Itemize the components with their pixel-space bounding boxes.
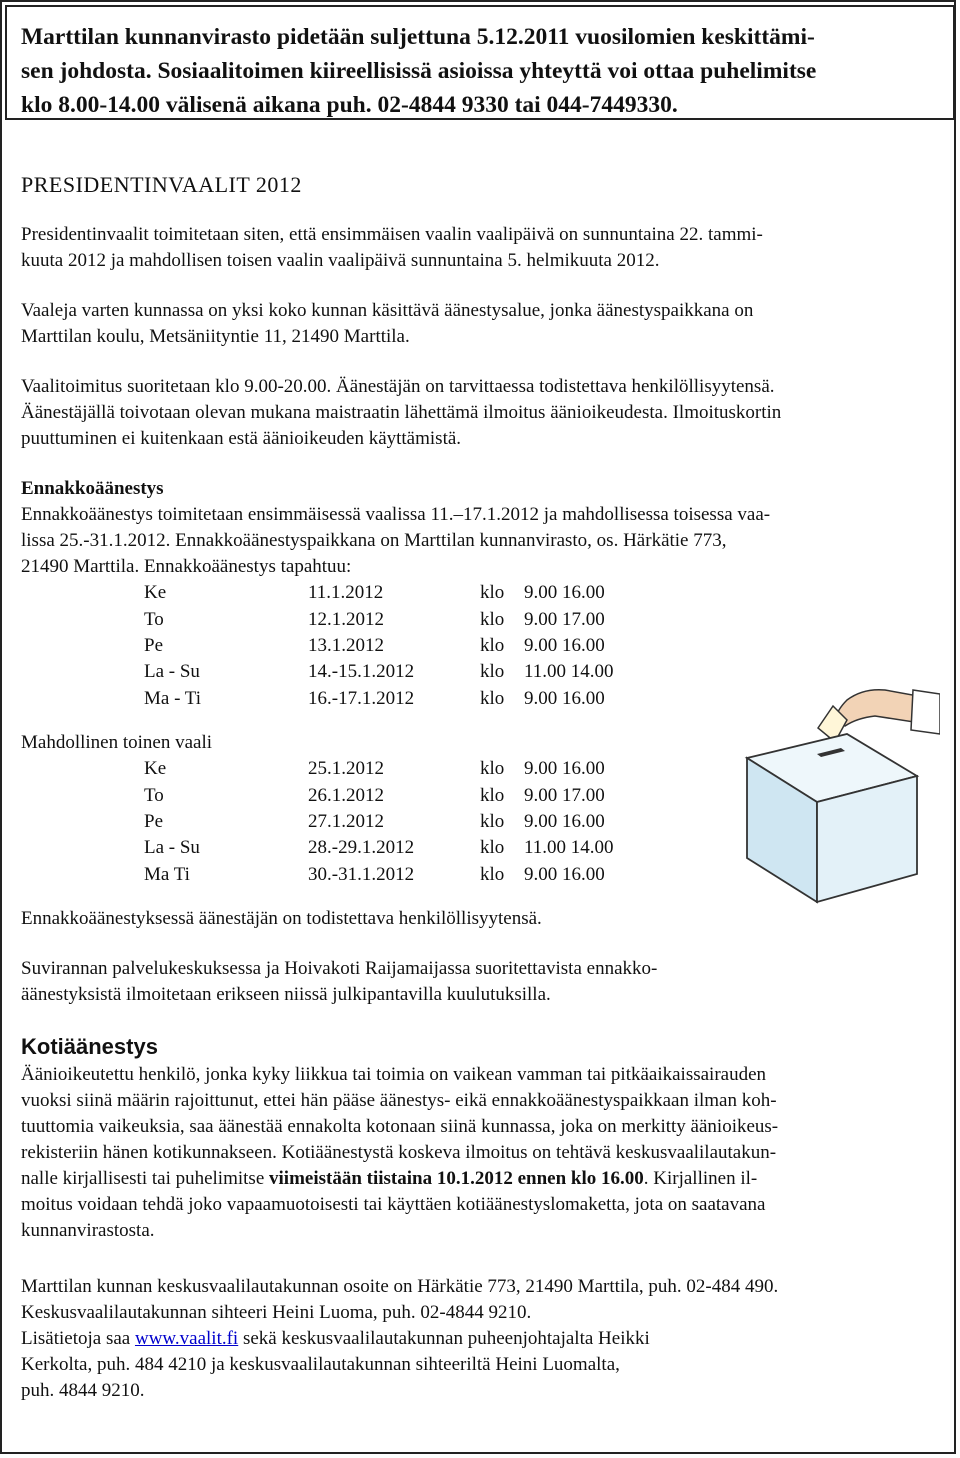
schedule-time: 9.00 16.00 [524,687,605,709]
schedule-date: 30.-31.1.2012 [308,863,415,885]
schedule-day: To [144,608,164,630]
schedule-row [144,835,654,861]
schedule-date: 25.1.2012 [308,758,384,780]
text-line: Marttilan koulu, Metsäniityntie 11, 21490 Marttila. [21,326,410,347]
schedule-row [144,659,654,685]
second-election-heading: Mahdollinen toinen vaali [21,731,213,753]
schedule-klo: klo [480,661,505,683]
contact-section [21,1274,939,1404]
schedule-row [144,756,654,782]
schedule-date: 14.-15.1.2012 [308,661,415,683]
advance-voting-schedule-second [144,756,654,888]
schedule-time: 9.00 16.00 [524,634,605,656]
schedule-row [144,686,654,712]
text-fragment: sekä keskusvaalilautakunnan puheenjohtajalta Heikki [238,1327,650,1349]
schedule-day: Pe [144,634,163,656]
home-voting-section [21,1032,939,1244]
schedule-row [144,606,654,632]
text-line: 21490 Marttila. Ennakkoäänestys tapahtuu: [21,556,352,577]
schedule-klo: klo [480,634,505,656]
schedule-day: To [144,784,164,806]
closure-notice-box [5,5,955,120]
deadline-emphasis: viimeistään tiistaina 10.1.2012 ennen klo 16.00 [269,1167,644,1189]
home-voting-heading: Kotiäänestys [21,1033,158,1059]
text-line: Äänioikeutettu henkilö, jonka kyky liikkua tai toimia on vaikean vamman tai pitkäaikaissairauden [21,1063,767,1085]
schedule-day: La - Su [144,837,200,859]
text-line: kuuta 2012 ja mahdollisen toisen vaalin vaalipäivä sunnuntaina 5. helmikuuta 2012. [21,250,660,271]
ballot-box-illustration [735,680,940,905]
text-line [21,1166,939,1192]
text-line: Presidentinvaalit toimitetaan siten, että ensimmäisen vaalin vaalipäivä on sunnuntaina 22. tammi- [21,224,763,245]
schedule-time: 9.00 16.00 [524,863,605,885]
text-line: Marttilan kunnan keskusvaalilautakunnan osoite on Härkätie 773, 21490 Marttila, puh. 02-484 490. [21,1275,779,1297]
schedule-time: 9.00 17.00 [524,608,605,630]
polling-place-paragraph [21,298,939,350]
sleeve-shape [911,690,940,734]
schedule-klo: klo [480,784,505,806]
schedule-date: 28.-29.1.2012 [308,837,415,859]
schedule-date: 26.1.2012 [308,784,384,806]
schedule-day: Ke [144,758,167,780]
schedule-time: 9.00 16.00 [524,758,605,780]
election-dates-paragraph [21,222,939,274]
text-line: vuoksi siinä määrin rajoittunut, ettei hän pääse äänestys- eikä ennakkoäänestyspaikkaan ilman koh- [21,1089,777,1111]
presidential-election-heading: PRESIDENTINVAALIT 2012 [21,172,302,197]
text-line: lissa 25.-31.1.2012. Ennakkoäänestyspaikkana on Marttilan kunnanvirasto, os. Härkätie 773, [21,530,727,551]
notice-line: klo 8.00-14.00 välisenä aikana puh. 02-4844 9330 tai 044-7449330. [21,92,678,118]
text-line: puh. 4844 9210. [21,1379,145,1401]
schedule-date: 11.1.2012 [308,582,384,604]
text-line: Suvirannan palvelukeskuksessa ja Hoivakoti Raijamaijassa suoritettavista ennakko- [21,957,658,979]
identity-note: Ennakkoäänestyksessä äänestäjän on todistettava henkilöllisyytensä. [21,907,542,929]
text-line: moitus voidaan tehdä joko vapaamuotoisesti tai käyttäen kotiäänestyslomaketta, jota on saatavana [21,1193,766,1215]
schedule-row [144,580,654,606]
text-line: puuttuminen ei kuitenkaan estä äänioikeuden käyttämistä. [21,428,462,449]
schedule-date: 16.-17.1.2012 [308,687,415,709]
schedule-day: Ke [144,582,167,604]
text-fragment: nalle kirjallisesti tai puhelimitse [21,1167,270,1189]
text-line: Kerkolta, puh. 484 4210 ja keskusvaalilautakunnan sihteeriltä Heini Luomalta, [21,1353,620,1375]
schedule-day: La - Su [144,661,200,683]
text-line: tuuttomia vaikeuksia, saa äänestää ennakolta kotonaan siinä kunnassa, joka on merkitty äänioikeus- [21,1115,779,1137]
schedule-klo: klo [480,863,505,885]
text-line: äänestyksistä ilmoitetaan erikseen niissä julkipantavilla kuulutuksilla. [21,983,551,1005]
text-line: Keskusvaalilautakunnan sihteeri Heini Luoma, puh. 02-4844 9210. [21,1301,532,1323]
schedule-klo: klo [480,810,505,832]
schedule-klo: klo [480,687,505,709]
schedule-day: Ma Ti [144,863,190,885]
schedule-klo: klo [480,837,505,859]
schedule-klo: klo [480,582,505,604]
schedule-time: 9.00 16.00 [524,582,605,604]
schedule-row [144,862,654,888]
text-line: Vaalitoimitus suoritetaan klo 9.00-20.00. Äänestäjän on tarvittaessa todistettava henkilöllisyytensä. [21,376,775,397]
schedule-date: 27.1.2012 [308,810,384,832]
notice-line: Marttilan kunnanvirasto pidetään suljettuna 5.12.2011 vuosilomien keskittämi- [21,24,815,50]
text-line: Vaaleja varten kunnassa on yksi koko kunnan käsittävä äänestysalue, jonka äänestyspaikkana on [21,300,754,321]
schedule-row [144,782,654,808]
schedule-row [144,633,654,659]
notice-line: sen johdosta. Sosiaalitoimen kiireellisissä asioissa yhteyttä voi ottaa puhelimitse [21,58,817,84]
schedule-day: Pe [144,810,163,832]
schedule-time: 11.00 14.00 [524,661,614,683]
advance-voting-schedule-first [144,580,654,712]
schedule-time: 9.00 16.00 [524,810,605,832]
text-line [21,1326,939,1352]
schedule-day: Ma - Ti [144,687,202,709]
schedule-time: 11.00 14.00 [524,837,614,859]
schedule-klo: klo [480,758,505,780]
text-fragment: Lisätietoja saa [21,1327,135,1349]
text-line: rekisteriin hänen kotikunnakseen. Kotiäänestystä koskeva ilmoitus on tehtävä keskusvaalilautakun- [21,1141,777,1163]
schedule-time: 9.00 17.00 [524,784,605,806]
schedule-date: 13.1.2012 [308,634,384,656]
vaalit-link[interactable]: www.vaalit.fi [134,1327,239,1349]
text-line: kunnanvirastosta. [21,1219,155,1241]
care-home-voting-paragraph [21,956,939,1008]
text-line: Äänestäjällä toivotaan olevan mukana maistraatin lähettämä ilmoitus äänioikeudesta. Ilmoituskortin [21,402,782,423]
schedule-row [144,809,654,835]
schedule-date: 12.1.2012 [308,608,384,630]
text-line: Ennakkoäänestys toimitetaan ensimmäisessä vaalissa 11.–17.1.2012 ja mahdollisessa toisessa vaa- [21,504,771,525]
advance-voting-heading: Ennakkoäänestys [21,478,164,499]
voting-hours-paragraph [21,374,939,452]
schedule-klo: klo [480,608,505,630]
text-fragment: . Kirjallinen il- [643,1167,758,1189]
